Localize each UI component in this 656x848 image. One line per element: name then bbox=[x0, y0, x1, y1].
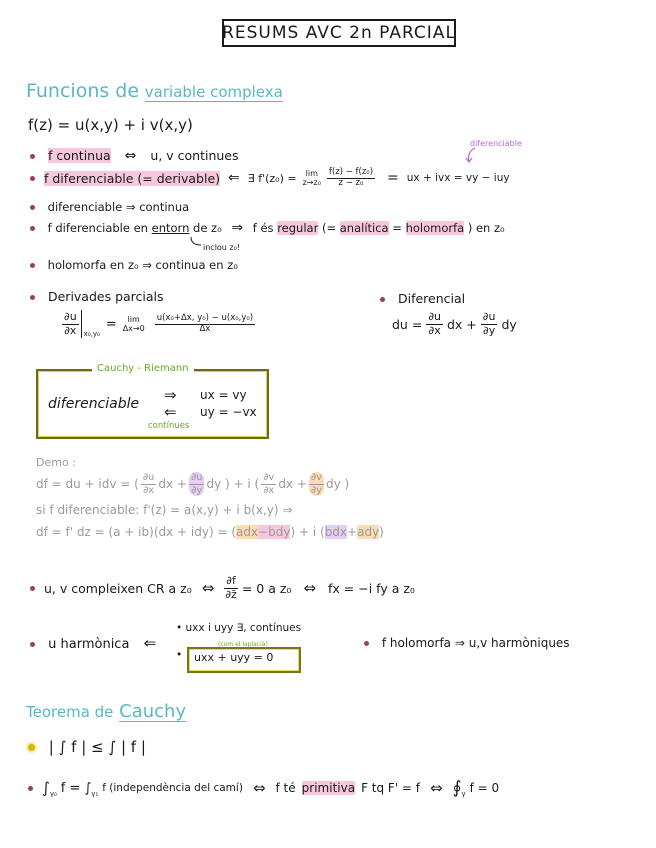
bullet-icon bbox=[30, 176, 35, 181]
regular-word: regular bbox=[277, 221, 319, 235]
frac-num: ∂f bbox=[226, 574, 236, 587]
demo-l1-end: dy ) bbox=[326, 477, 350, 491]
demo-l3-mid: ) + i ( bbox=[290, 525, 325, 539]
regular-mid: de z₀ bbox=[193, 221, 222, 235]
dy-term: dy bbox=[501, 316, 517, 332]
contour-zero: f = 0 bbox=[469, 781, 500, 795]
derivative-exists: ∃ f'(z₀) = bbox=[247, 171, 297, 185]
regular-eq: = bbox=[392, 221, 402, 235]
du-dx-frac bbox=[426, 311, 443, 337]
contour-integral-sign: ∮ bbox=[452, 778, 462, 798]
bullet-icon bbox=[30, 226, 35, 231]
holomorfa-word: holomorfa bbox=[405, 221, 465, 235]
frac-num: ∂u bbox=[482, 310, 496, 323]
frac-den: ∂x bbox=[428, 323, 441, 337]
bullet-icon bbox=[30, 263, 35, 268]
regular-line bbox=[30, 220, 505, 236]
fz-definition: f(z) = u(x,y) + i v(x,y) bbox=[28, 116, 193, 134]
iff-arrow: ⇔ bbox=[252, 779, 266, 797]
demo-frac-2 bbox=[189, 472, 205, 496]
lim-sub: Δx→0 bbox=[122, 324, 145, 333]
bullet-icon bbox=[30, 295, 35, 300]
primitiva-word: primitiva bbox=[301, 781, 356, 795]
diff-implies-continuous bbox=[30, 200, 189, 214]
holomorphic-harmonic-text: f holomorfa ⇒ u,v harmòniques bbox=[381, 636, 570, 650]
frac-den: ∂x bbox=[263, 484, 275, 496]
partial-quotient bbox=[155, 314, 255, 335]
path-sub: γ₀ bbox=[49, 790, 57, 798]
partial-den: Δx bbox=[199, 323, 211, 334]
bullet-icon bbox=[28, 786, 33, 791]
integral-inequality bbox=[28, 738, 146, 756]
demo-line-1 bbox=[36, 472, 349, 496]
dfdzbar-frac bbox=[224, 575, 238, 601]
bullet-icon bbox=[380, 297, 385, 302]
cr-right-arrow: ⇒ bbox=[164, 386, 177, 404]
demo-l1-dx: dx + bbox=[158, 477, 187, 491]
demo-l3-end: ) bbox=[379, 525, 384, 539]
path-independence-line bbox=[28, 778, 499, 798]
diferenciable-note: diferenciable bbox=[470, 139, 522, 148]
partial-heading-text: Derivades parcials bbox=[47, 289, 164, 304]
bullet-icon bbox=[30, 205, 35, 210]
page-title: RESUMS AVC 2n PARCIAL bbox=[222, 19, 456, 47]
heading-part-a: Teorema de bbox=[26, 703, 114, 721]
frac-den: ∂y bbox=[483, 323, 496, 337]
harmonic-cond1-text: uxx i uyy ∃, contínues bbox=[185, 622, 302, 634]
partial-derivative-formula: $\frac{\partial u}{\partial x}$ x₀,y₀ = lim Δx→0 $\frac{\text{u(x₀+Δx, y₀) − u(x₀,y₀)}}{\Delta x}$ bbox=[64, 309, 254, 338]
frac-num: ∂v bbox=[263, 472, 275, 483]
frac-num: ∂v bbox=[310, 472, 322, 483]
section-heading-cauchy bbox=[26, 701, 186, 722]
bullet-icon bbox=[30, 586, 35, 591]
lim-label: lim bbox=[305, 169, 318, 179]
bullet-icon: • bbox=[176, 649, 183, 661]
note-arrow-icon bbox=[189, 236, 203, 248]
harmonic-cond1: • uxx i uyy ∃, contínues bbox=[176, 622, 302, 634]
partial-lhs-num: ∂u bbox=[64, 309, 77, 323]
differential-heading-text: Diferencial bbox=[397, 291, 466, 306]
iff-arrow: ⇔ bbox=[303, 579, 317, 598]
regular-paren-a: (= bbox=[321, 221, 337, 235]
demo-line-2: si f diferenciable: f'(z) = a(x,y) + i b(x,y) ⇒ bbox=[36, 503, 293, 517]
cr-cond: contínues bbox=[148, 421, 190, 431]
implied-arrow: ⇐ bbox=[228, 170, 240, 187]
demo-ady: ady bbox=[357, 525, 380, 539]
dx-term: dx + bbox=[446, 316, 477, 332]
inequality-text: | ∫ f | ≤ ∫ | f | bbox=[48, 738, 146, 756]
cr-left-arrow: ⇐ bbox=[164, 403, 177, 421]
cr-label: Cauchy - Riemann bbox=[92, 363, 194, 374]
du-dy-frac bbox=[481, 311, 498, 337]
cr-eq2: uy = −vx bbox=[200, 405, 257, 419]
quotient-den: z − z₀ bbox=[338, 177, 364, 188]
demo-plus: + bbox=[347, 525, 358, 539]
heading-part-b: variable complexa bbox=[144, 83, 283, 101]
cr-derivative: ux + ivx = vy − iuy bbox=[406, 172, 510, 185]
partial-lhs bbox=[62, 311, 79, 337]
lim-sub: z→z₀ bbox=[302, 178, 321, 188]
quotient-num: f(z) − f(z₀) bbox=[328, 167, 374, 177]
note-arrow-icon bbox=[463, 146, 479, 164]
harmonic-left bbox=[30, 634, 156, 652]
partial-lhs-den: ∂x bbox=[64, 323, 77, 337]
frac-den: ∂z̄ bbox=[225, 587, 237, 601]
heading-part-b: Cauchy bbox=[119, 701, 187, 722]
iff-arrow: ⇔ bbox=[201, 579, 215, 598]
demo-l1-a: df = du + idv = ( bbox=[36, 477, 139, 491]
demo-label: Demo : bbox=[36, 456, 76, 469]
continuity-line bbox=[30, 148, 239, 164]
entorn-word: entorn bbox=[151, 221, 190, 235]
demo-minus: − bbox=[258, 525, 269, 539]
includes-note: inclou z₀! bbox=[203, 243, 241, 252]
frac-den: ∂x bbox=[143, 484, 155, 496]
bullet-icon bbox=[30, 642, 35, 647]
continuity-left: f continua bbox=[47, 148, 111, 163]
cr-left: diferenciable bbox=[48, 396, 140, 412]
iff-arrow: ⇔ bbox=[430, 779, 443, 797]
regular-paren-b: ) en z₀ bbox=[467, 221, 505, 235]
iff-arrow: ⇔ bbox=[124, 148, 137, 164]
integral-eq: f = ∫ bbox=[60, 780, 92, 796]
demo-l1-dx2: dx + bbox=[278, 477, 307, 491]
differential-heading bbox=[380, 291, 465, 306]
demo-bdy: bdy bbox=[268, 525, 291, 539]
bullet-icon bbox=[28, 744, 35, 751]
implies-arrow: ⇒ bbox=[231, 220, 244, 236]
has-text: f té bbox=[275, 781, 296, 795]
partial-derivatives-heading bbox=[30, 289, 164, 304]
demo-bdx: bdx bbox=[324, 525, 348, 539]
eval-bar bbox=[81, 310, 82, 338]
demo-frac-1 bbox=[141, 472, 157, 496]
analitica-word: analítica bbox=[339, 221, 389, 235]
differentiable-line bbox=[30, 168, 510, 189]
holomorphic-continuous bbox=[30, 258, 238, 272]
holomorphic-harmonic bbox=[364, 636, 570, 650]
frac-num: ∂u bbox=[142, 472, 155, 483]
path-sub: γ bbox=[461, 790, 466, 798]
path-sub: γ₁ bbox=[91, 790, 99, 798]
differential-formula bbox=[392, 311, 517, 337]
heading-part-a: Funcions de bbox=[26, 80, 140, 102]
regular-left: f diferenciable en bbox=[47, 221, 148, 235]
demo-frac-4 bbox=[309, 472, 324, 496]
cr-line-left: u, v compleixen CR a z₀ bbox=[44, 580, 192, 596]
integral-sign: ∫ bbox=[42, 779, 50, 797]
cr-line-mid: = 0 a z₀ bbox=[241, 580, 292, 596]
differentiable-left: f diferenciable (= derivable) bbox=[44, 170, 221, 186]
laplacian-eq: uxx + uyy = 0 bbox=[194, 651, 274, 664]
cr-line-right: fx = −i fy a z₀ bbox=[328, 580, 415, 596]
partial-num: u(x₀+Δx, y₀) − u(x₀,y₀) bbox=[156, 312, 254, 323]
partial-eval-point: x₀,y₀ bbox=[83, 330, 100, 338]
demo-l3-a: df = f' dz = (a + ib)(dx + idy) = ( bbox=[36, 525, 236, 539]
demo-line-3 bbox=[36, 525, 384, 539]
holomorphic-continuous-text: holomorfa en z₀ ⇒ continua en z₀ bbox=[47, 258, 238, 272]
limit-symbol bbox=[303, 169, 321, 187]
implied-arrow: ⇐ bbox=[143, 634, 157, 652]
bullet-icon bbox=[364, 641, 369, 646]
cr-eq1: ux = vy bbox=[200, 388, 247, 402]
laplacian-note: (com el laplacià) bbox=[218, 641, 268, 648]
lim-label: lim bbox=[127, 314, 140, 324]
harmonic-left-text: u harmònica bbox=[48, 637, 130, 652]
frac-num: ∂u bbox=[428, 310, 441, 323]
continuity-right: u, v continues bbox=[150, 148, 239, 163]
regular-f: f és bbox=[252, 221, 274, 235]
cr-equivalence-line bbox=[30, 575, 415, 601]
frac-den: ∂y bbox=[191, 484, 203, 496]
demo-frac-3 bbox=[261, 472, 276, 496]
demo-l1-dy: dy ) + i ( bbox=[206, 477, 260, 491]
bullet-icon bbox=[30, 154, 35, 159]
demo-adx: adx bbox=[236, 525, 259, 539]
frac-num: ∂u bbox=[190, 472, 203, 483]
independence-text: f (independència del camí) bbox=[102, 782, 243, 794]
primitive-def: F tq F' = f bbox=[361, 781, 421, 795]
partial-limit bbox=[123, 315, 145, 333]
du-label: du = bbox=[392, 316, 423, 332]
diff-implies-continuous-text: diferenciable ⇒ continua bbox=[47, 200, 190, 214]
equals-sign: = bbox=[387, 170, 399, 187]
frac-den: ∂y bbox=[310, 484, 322, 496]
difference-quotient bbox=[327, 168, 375, 189]
section-heading-functions bbox=[26, 80, 283, 102]
